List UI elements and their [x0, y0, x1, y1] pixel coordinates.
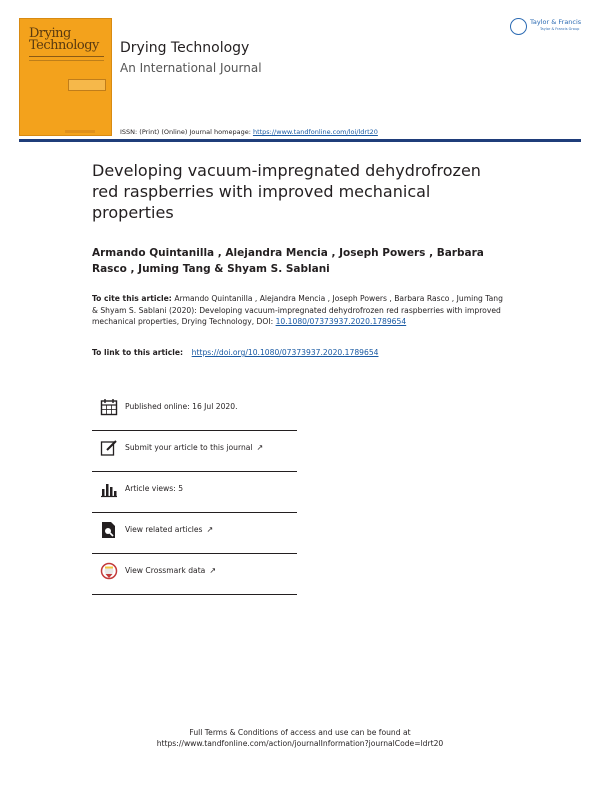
journal-title: Drying Technology — [120, 40, 250, 56]
cover-panel — [68, 79, 106, 91]
article-views-row — [92, 472, 297, 513]
crossmark-text[interactable]: View Crossmark data ↗ — [125, 566, 217, 575]
journal-subtitle: An International Journal — [120, 61, 262, 75]
header-divider — [19, 139, 581, 142]
published-online-row — [92, 390, 297, 431]
article-views-text: Article views: 5 — [125, 484, 184, 493]
external-link-icon: ↗ — [206, 525, 214, 534]
edit-icon — [100, 439, 118, 457]
cover-rule — [29, 56, 104, 57]
submit-article-text[interactable]: Submit your article to this journal ↗ — [125, 443, 264, 452]
issn-line — [120, 128, 378, 136]
logo-circle-icon — [510, 18, 527, 35]
article-title: Developing vacuum-impregnated dehydrofrozen red raspberries with improved mechanical properties — [92, 161, 481, 222]
crossmark-row[interactable] — [92, 554, 297, 595]
article-authors: Armando Quintanilla , Alejandra Mencia , Joseph Powers , Barbara Rasco , Juming Tang & Shyam S. Sablani — [92, 247, 484, 275]
journal-homepage-link[interactable]: https://www.tandfonline.com/loi/ldrt20 — [252, 128, 378, 136]
issn-label: ISSN: (Print) (Online) Journal homepage: — [120, 128, 253, 136]
logo-text: Taylor & Francis — [530, 18, 582, 26]
row-divider — [92, 594, 297, 595]
citation-doi-link[interactable]: 10.1080/07373937.2020.1789654 — [275, 317, 407, 326]
publisher-logo[interactable] — [510, 17, 585, 39]
bar-chart-icon — [100, 480, 118, 498]
article-link-line — [92, 348, 378, 357]
related-articles-text[interactable]: View related articles ↗ — [125, 525, 214, 534]
external-link-icon: ↗ — [209, 566, 217, 575]
article-link-label: To link to this article: — [92, 348, 186, 357]
external-link-icon: ↗ — [256, 443, 264, 452]
journal-cover-image — [19, 18, 112, 136]
calendar-icon — [100, 398, 118, 416]
related-articles-row[interactable] — [92, 513, 297, 554]
footer-terms-link[interactable]: https://www.tandfonline.com/action/journalInformation?journalCode=ldrt20 — [156, 739, 444, 748]
published-online-text: Published online: 16 Jul 2020. — [125, 402, 238, 411]
citation-block — [92, 293, 507, 328]
submit-article-row[interactable] — [92, 431, 297, 472]
cover-rule — [29, 60, 104, 61]
logo-subtext: Taylor & Francis Group — [540, 27, 580, 31]
article-doi-link[interactable]: https://doi.org/10.1080/07373937.2020.1789654 — [191, 348, 379, 357]
citation-label: To cite this article: — [92, 294, 175, 303]
related-articles-icon — [100, 521, 118, 539]
citation-text: Armando Quintanilla , Alejandra Mencia , Joseph Powers , Barbara Rasco , Juming Tang & Shyam S. Sablani (2020): Developing vacuum-impregnated dehydrofrozen red raspberries with improved mechanical properties, Drying Technology, DOI: — [92, 294, 503, 326]
footer-terms-text: Full Terms & Conditions of access and use can be found at — [189, 728, 411, 737]
cover-footer-mark — [65, 130, 95, 133]
crossmark-icon — [100, 562, 118, 580]
cover-title: Drying Technology — [29, 26, 99, 53]
